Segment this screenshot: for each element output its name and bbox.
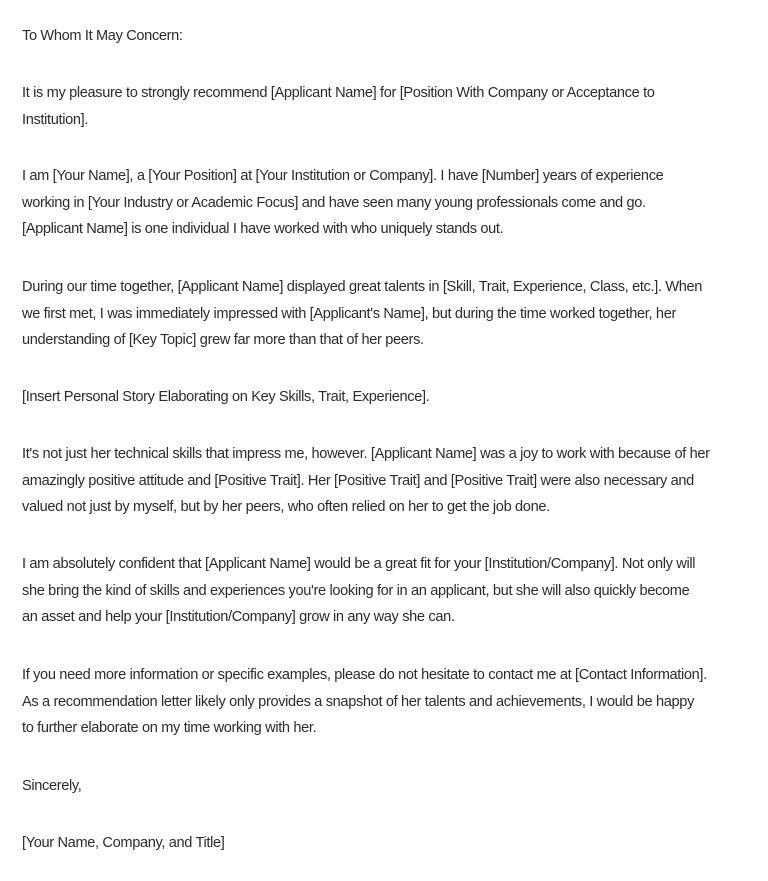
paragraph-line: I am absolutely confident that [Applicant Name] would be a great fit for your [Institution/Company]. Not only will xyxy=(22,556,696,572)
closing-text: Sincerely, xyxy=(22,778,82,794)
salutation-text: To Whom It May Concern: xyxy=(22,28,183,44)
paragraph-intro xyxy=(22,80,742,133)
paragraph-line: to further elaborate on my time working with her. xyxy=(22,720,317,736)
paragraph-personal-story xyxy=(22,384,742,411)
paragraph-talents xyxy=(22,274,742,354)
paragraph-line: It's not just her technical skills that impress me, however. [Applicant Name] was a joy to work with because of her xyxy=(22,446,710,462)
paragraph-line: she bring the kind of skills and experiences you're looking for in an applicant, but she will also quickly become xyxy=(22,582,690,599)
paragraph-confidence xyxy=(22,551,742,631)
paragraph-line: During our time together, [Applicant Name] displayed great talents in [Skill, Trait, Experience, Class, etc.]. When xyxy=(22,279,703,295)
salutation xyxy=(22,23,742,50)
paragraph-line: working in [Your Industry or Academic Focus] and have seen many young professionals come and go. xyxy=(22,194,646,211)
paragraph-line: As a recommendation letter likely only provides a snapshot of her talents and achievements, I would be happy xyxy=(22,693,695,710)
paragraph-contact xyxy=(22,662,742,742)
signature xyxy=(22,830,742,857)
signature-text: [Your Name, Company, and Title] xyxy=(22,835,225,851)
paragraph-line: we first met, I was immediately impressed with [Applicant's Name], but during the time worked together, her xyxy=(22,305,676,322)
closing xyxy=(22,773,742,800)
paragraph-positive-traits xyxy=(22,441,742,521)
paragraph-line: I am [Your Name], a [Your Position] at [Your Institution or Company]. I have [Number] years of experience xyxy=(22,168,664,184)
paragraph-line: Institution]. xyxy=(22,111,89,128)
paragraph-line: [Applicant Name] is one individual I have worked with who uniquely stands out. xyxy=(22,221,504,237)
paragraph-line: If you need more information or specific examples, please do not hesitate to contact me at [Contact Information]. xyxy=(22,667,707,683)
paragraph-line: understanding of [Key Topic] grew far more than that of her peers. xyxy=(22,332,424,348)
paragraph-line: amazingly positive attitude and [Positive Trait]. Her [Positive Trait] and [Positive Trait] were also necessary and xyxy=(22,472,694,489)
paragraph-author-background xyxy=(22,163,742,243)
paragraph-line: [Insert Personal Story Elaborating on Key Skills, Trait, Experience]. xyxy=(22,389,430,405)
paragraph-line: It is my pleasure to strongly recommend [Applicant Name] for [Position With Company or Acceptance to xyxy=(22,85,655,101)
paragraph-line: an asset and help your [Institution/Company] grow in any way she can. xyxy=(22,609,455,625)
paragraph-line: valued not just by myself, but by her peers, who often relied on her to get the job done. xyxy=(22,499,550,515)
